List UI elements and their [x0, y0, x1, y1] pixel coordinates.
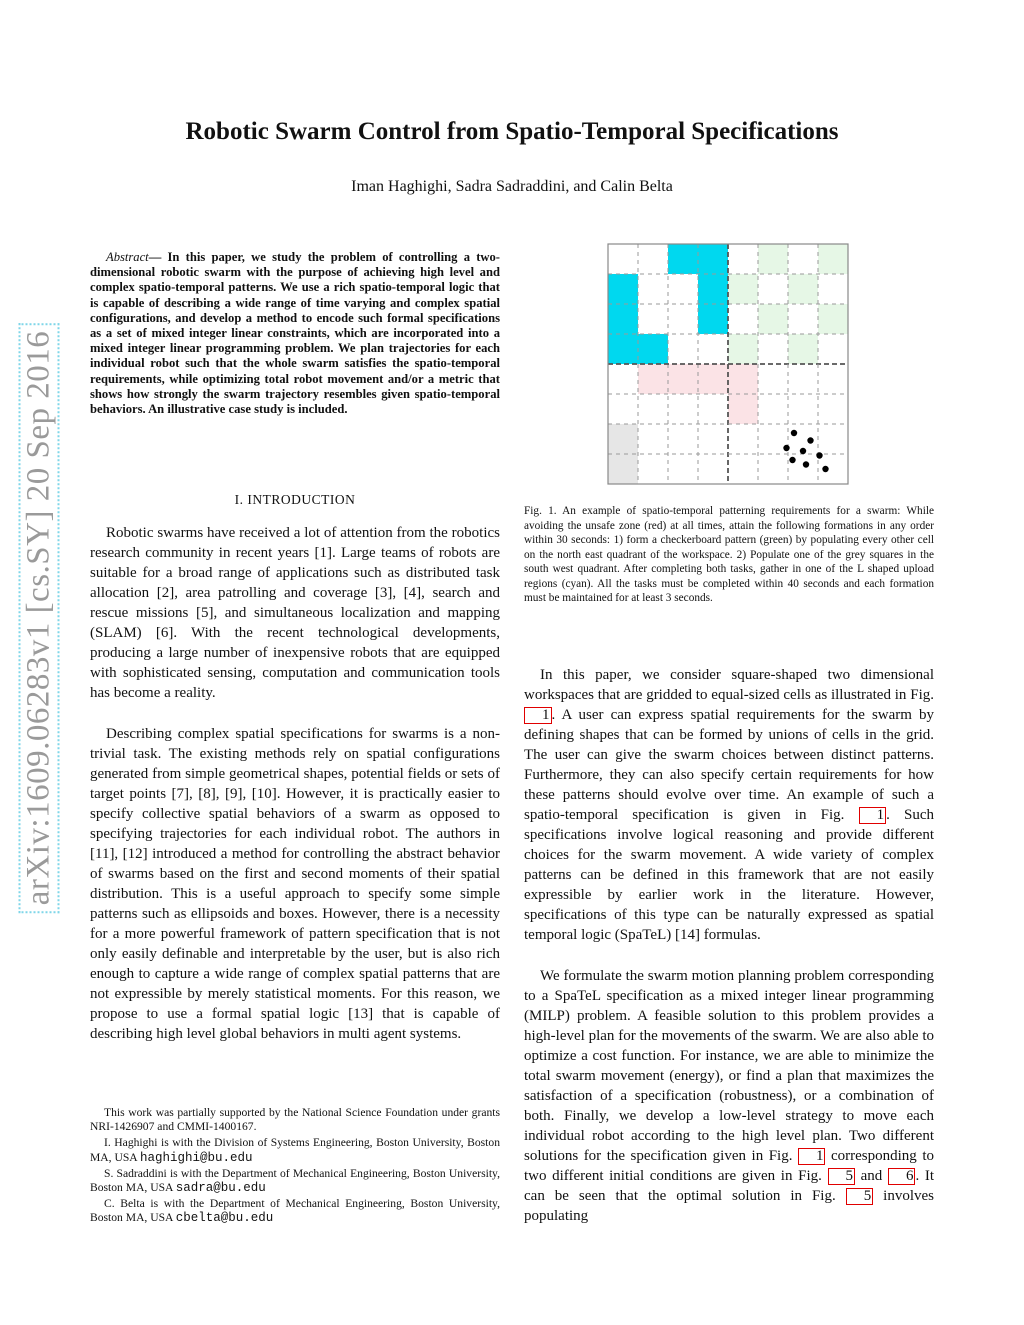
- unsafe-zone-cell: [728, 364, 758, 394]
- upload-region-cell: [608, 274, 638, 304]
- abstract-lead: Abstract: [106, 250, 149, 264]
- upload-region-cell: [608, 334, 638, 364]
- footnote-haghighi-text: I. Haghighi is with the Division of Systems Engineering, Boston University, Boston MA, USA: [90, 1136, 500, 1164]
- robot-dot: [807, 437, 813, 443]
- checkerboard-cell: [788, 274, 818, 304]
- fig-ref-link[interactable]: 6: [888, 1168, 916, 1185]
- checkerboard-cell: [758, 244, 788, 274]
- author-list: Iman Haghighi, Sadra Sadraddini, and Calin Belta: [351, 178, 673, 195]
- arxiv-identifier[interactable]: arXiv:1609.06283v1 [cs.SY] 20 Sep 2016: [19, 323, 60, 913]
- unsafe-zone-cell: [638, 364, 668, 394]
- sadraddini-email: sadra@bu.edu: [175, 1181, 266, 1196]
- right-paragraph-2: [524, 966, 934, 1226]
- abstract: [90, 250, 500, 417]
- grey-region-cell: [608, 454, 638, 484]
- fig-ref-link[interactable]: 5: [846, 1188, 874, 1205]
- upload-region-cell: [698, 274, 728, 304]
- footnotes: [90, 1106, 500, 1228]
- belta-email: cbelta@bu.edu: [175, 1211, 274, 1226]
- fig-ref-link[interactable]: 1: [859, 807, 887, 824]
- robot-dot: [822, 466, 828, 472]
- checkerboard-cell: [758, 304, 788, 334]
- paper-title: Robotic Swarm Control from Spatio-Temporal Specifications: [185, 118, 839, 145]
- checkerboard-cell: [788, 334, 818, 364]
- abstract-text: — In this paper, we study the problem of controlling a two-dimensional robotic swarm with the purpose of achieving high level and complex spatio-temporal patterns. We use a rich spatio-temporal logic that is capable of describing a wide range of time varying and complex spatial configurations, and develop a method to encode such formal specifications as a set of mixed integer linear constraints, which are incorporated into a mixed integer linear programming problem. We plan trajectories for each individual robot such that the whole swarm satisfies the spatio-temporal requirements, while optimizing total robot movement and/or a metric that shows how strongly the swarm trajectory resembles given spatio-temporal behaviors. An illustrative case study is included.: [90, 250, 500, 417]
- p4-text-b: corresponding to two different initial conditions are given in Fig.: [524, 1148, 934, 1184]
- robot-dot: [791, 430, 797, 436]
- p3-text-a: In this paper, we consider square-shaped two dimensional workspaces that are gridded to equal-sized cells as illustrated in Fig.: [524, 667, 934, 703]
- intro-paragraph-1: Robotic swarms have received a lot of attention from the robotics research community in recent years [1]. Large teams of robots are suitable for a broad range of applications such as distributed task allocation [2], area patrolling and coverage [3], [4], search and rescue missions [5], and simultaneous localization and mapping (SLAM) [6]. With the recent technological developments, producing a large number of inexpensive robots that are equipped with sophisticated sensing, computation and communication tools has become a reality.: [90, 525, 500, 701]
- right-paragraph-1: [524, 665, 934, 945]
- upload-region-cell: [698, 304, 728, 334]
- checkerboard-cell: [818, 304, 848, 334]
- p4-text-a: We formulate the swarm motion planning problem corresponding to a SpaTeL specification as a mixed integer linear programming (MILP) problem. A feasible solution to this problem provides a high-level plan for the movements of the swarm. We are also able to optimize a cost function. For instance, we are able to minimize the total swarm movement (energy), or find a plan that maximizes the satisfaction of a specification (robustness), or a combination of both. Finally, we develop a low-level strategy to move each individual robot according to the high level plan. Two different solutions for the specification given in Fig.: [524, 968, 934, 1164]
- robot-dot: [816, 452, 822, 458]
- footnote-support: This work was partially supported by the National Science Foundation under grants NRI-1426907 and CMMI-1400167.: [90, 1106, 500, 1134]
- robot-dot: [789, 457, 795, 463]
- upload-region-cell: [638, 334, 668, 364]
- p3-text-b: . A user can express spatial requirements for the swarm by defining shapes that can be formed by unions of cells in the grid. The user can give the swarm choices between distinct patterns. Furthermore, they can also specify certain requirements for how these patterns should evolve over time. An example of such a spatio-temporal specification is given in Fig.: [524, 707, 934, 823]
- figure-1-workspace-grid: [607, 243, 849, 485]
- arxiv-sidebar: [14, 318, 64, 918]
- upload-region-cell: [668, 244, 698, 274]
- footnote-haghighi: [90, 1136, 500, 1164]
- checkerboard-cell: [728, 334, 758, 364]
- p3-text-c: . Such specifications involve logical reasoning and provide different choices for the swarm movement. A wide variety of complex patterns can be defined in this framework that are not easily expressible by earlier work in the literature. However, specifications of this type can be naturally expressed as spatial temporal logic (SpaTeL) [14] formulas.: [524, 807, 935, 943]
- checkerboard-cell: [818, 244, 848, 274]
- footnote-belta: [90, 1197, 500, 1225]
- footnote-sadraddini-text: S. Sadraddini is with the Department of Mechanical Engineering, Boston University, Boston MA, USA: [90, 1166, 500, 1195]
- checkerboard-cell: [728, 274, 758, 304]
- robot-dot: [783, 445, 789, 451]
- footnote-sadraddini: [90, 1167, 500, 1195]
- section-heading: I. INTRODUCTION: [234, 492, 356, 507]
- grey-region-cell: [608, 424, 638, 454]
- unsafe-zone-cell: [728, 394, 758, 424]
- footnote-belta-text: C. Belta is with the Department of Mechanical Engineering, Boston University, Boston MA, USA: [90, 1197, 500, 1225]
- fig-ref-link[interactable]: 5: [828, 1168, 856, 1185]
- robot-dot: [803, 461, 809, 467]
- fig-ref-link[interactable]: 1: [524, 707, 552, 724]
- intro-paragraph-2: Describing complex spatial specifications for swarms is a non-trivial task. The existing methods rely on spatial configurations generated from simple geometrical shapes, potential fields or sets of target points [7], [8], [9], [10]. However, it is practically easier to specify collective spatial behaviors of a swarm as opposed to specifying trajectories for each individual robot. The authors in [11], [12] introduced a method for controlling the abstract behavior of swarms based on the first and second moments of their spatial distribution. This is a useful approach to specify some simple patterns such as ellipsoids and boxes. However, there is a necessity for a more powerful framework of pattern specification that is not only easily definable and interpretable by the user, but is also rich enough to capture a wide range of complex spatial patterns that are not expressible by merely statistical moments. For this reason, we propose to use a formal spatial logic [13] that is capable of describing high level global behaviors in multi agent systems.: [90, 726, 500, 1042]
- p4-text-c: and: [855, 1168, 888, 1184]
- p4-text-d: . It can be seen that the optimal solution in Fig.: [524, 1168, 934, 1204]
- haghighi-email: haghighi@bu.edu: [139, 1150, 253, 1165]
- figure-1-caption: Fig. 1. An example of spatio-temporal patterning requirements for a swarm: While avoiding the unsafe zone (red) at all times, attain the following formations in any order within 30 seconds: 1) form a checkerboard pattern (green) by populating every other cell on the north east quadrant of the workspace. 2) Populate one of the grey squares in the south west quadrant. After completing both tasks, gather in one of the L shaped upload regions (cyan). All the tasks must be completed within 40 seconds and each formation must be maintained for at least 3 seconds.: [524, 505, 934, 604]
- p4-text-e: involves populating: [524, 1188, 934, 1224]
- robot-dot: [800, 448, 806, 454]
- unsafe-zone-cell: [668, 364, 698, 394]
- upload-region-cell: [608, 304, 638, 334]
- fig-ref-link[interactable]: 1: [798, 1148, 826, 1165]
- unsafe-zone-cell: [698, 364, 728, 394]
- upload-region-cell: [698, 244, 728, 274]
